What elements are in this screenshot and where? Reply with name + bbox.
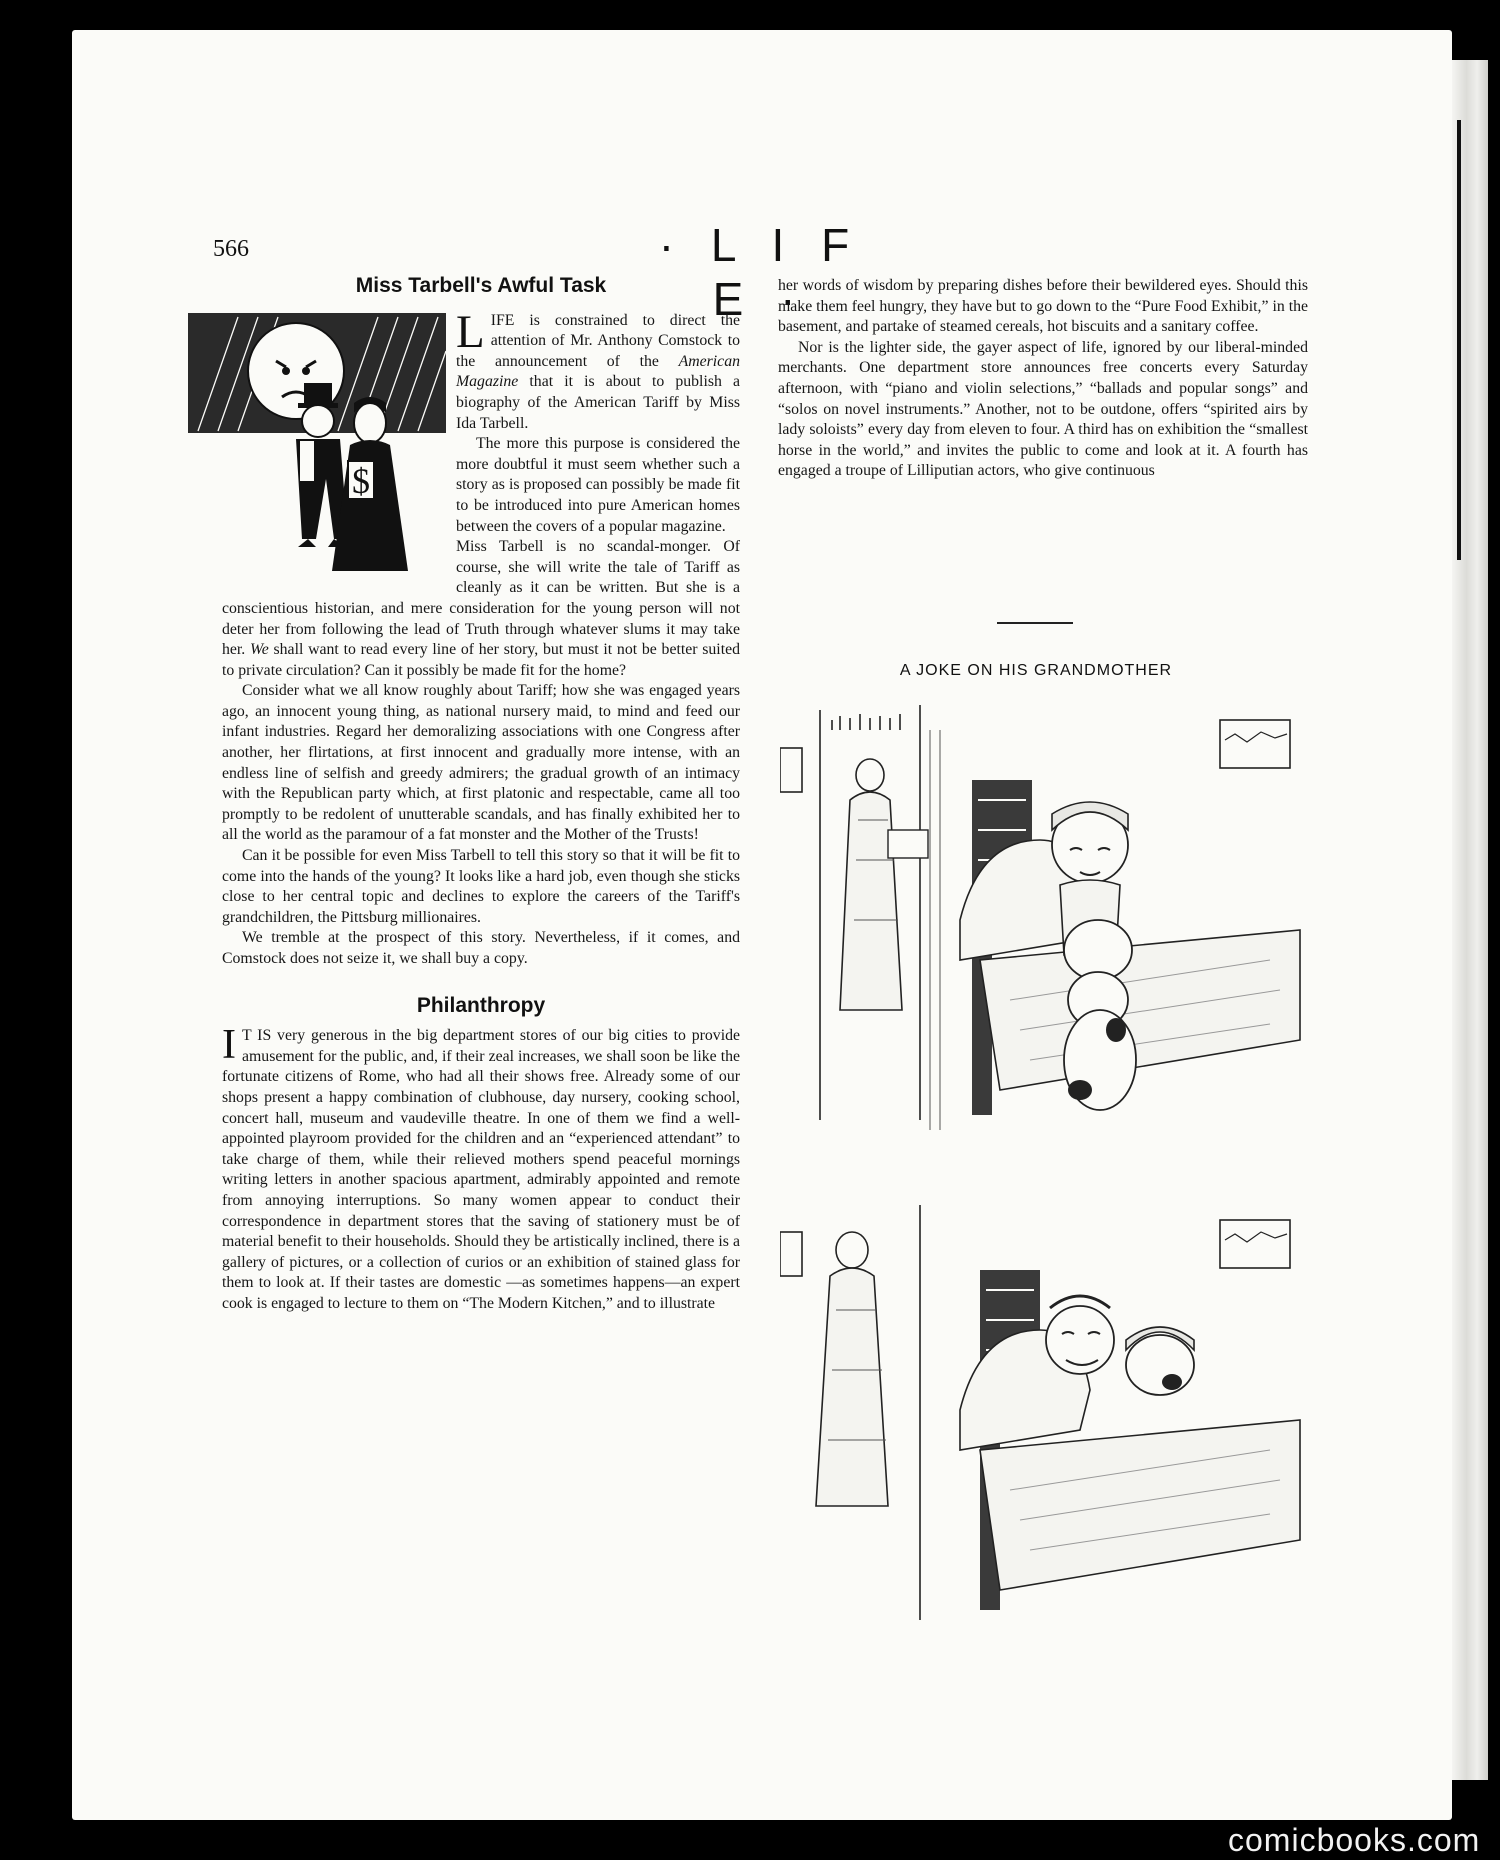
article-title-tarbell: Miss Tarbell's Awful Task: [355, 274, 607, 297]
tarbell-paragraph-6: We tremble at the prospect of this story. Nevertheless, if it comes, and Comstock does not seize it, we shall buy a copy.: [222, 929, 740, 967]
right-column: [778, 276, 1308, 482]
section-rule: [997, 622, 1073, 624]
adjacent-page-edge: [1452, 60, 1488, 1780]
tarbell-paragraph-2: The more this purpose is considered the more doubtful it must seem whether such a story as is proposed can possibly be made fit to be introduced into pure American homes between the covers of a popular magazine.: [456, 435, 740, 535]
philanthropy-paragraph-2: Nor is the lighter side, the gayer aspect of life, ignored by our liberal-minded merchants. One department store announces free concerts every Saturday afternoon, with “piano and violin selections,” “ballads and popular songs” and “solos on novel instruments.” Another, not to be outdone, offers “spirited airs by lady soloists” every day from eleven to four. A third has on exhibition the “smallest horse in the world,” and invites the public to come and look at it. A fourth has engaged a troupe of Lilliputian actors, who give continuous: [778, 338, 1308, 480]
dropcap-i: I: [222, 1022, 236, 1069]
masthead: · L I F E ·: [658, 219, 862, 325]
tarbell-paragraph-4: Consider what we all know roughly about Tariff; how she was engaged years ago, an innocent young thing, as national nursery maid, to mind and feed our infant industries. Regard her demoralizing associations with one Congress after another, her flirtations, at first innocent and gradually more intense, with an endless line of selfish and greedy admirers; the gradual growth of an intimacy with the Republican party which, at first platonic and respectable, came all too promptly to be redolent of unutterable scandals, and has finally exhibited her to all the world as the paramour of a fat monster and the Mother of the Trusts!: [222, 682, 740, 844]
watermark: comicbooks.com: [1228, 1822, 1481, 1858]
philanthropy-paragraph-1-continued: her words of wisdom by preparing dishes before their bewildered eyes. Should this make them feel hungry, they have but to go down to the “Pure Food Exhibit,” in the basement, and partake of steamed cereals, hot biscuits and a sanitary coffee.: [778, 277, 1308, 336]
cartoon-title: A JOKE ON HIS GRANDMOTHER: [899, 662, 1173, 679]
page-number: 566: [213, 236, 249, 262]
philanthropy-paragraph-1-text: T IS very generous in the big department stores of our big cities to provide amusement for the public, and, if their zeal increases, we shall soon be like the fortunate citizens of Rome, who had all their shows free. Already some of our shops present a happy combination of clubhouse, day nursery, cooking school, concert hall, museum and vaudeville theatre. In one of them we find a well-appointed playroom provided for the children and an “experienced attendant” to take charge of them, while their relieved mothers spend peaceful mornings writing letters in another spacious apartment, admirably appointed and remote from annoying interruptions. So many women appear to conduct their correspondence in department stores that the saving of stationery must be of material benefit to their households. Should they be artistically inclined, there is a gallery of pictures, or a collection of curios or an exhibition of stained glass for them to look at. If their tastes are domestic —as sometimes happens—an expert cook is engaged to lecture to them on “The Modern Kitchen,” and to illustrate: [222, 1027, 740, 1312]
philanthropy-paragraph-1: [222, 1022, 740, 1314]
tarbell-paragraph-3: Miss Tarbell is no scandal-monger. Of course, she will write the tale of Tariff as cleanly as it can be written. But she is a conscientious historian, and mere consideration for the young person will not deter her from following the lead of Truth through whatever slums it may take her. We shall want to read every line of her story, but must it not be better suited to private circulation? Can it possibly be made fit for the home?: [222, 538, 740, 679]
cartoon-panel-2: [780, 1200, 1310, 1630]
tarbell-paragraph-1-text: IFE is constrained to direct the attention of Mr. Anthony Comstock to the announcement of the American Magazine that it is about to publish a biography of the American Tariff by Miss Ida Tarbell.: [456, 311, 740, 432]
left-column: [222, 276, 740, 1315]
tarbell-cartoon-illustration: [188, 311, 450, 579]
cartoon-panel-1: [780, 700, 1310, 1140]
dropcap-l: L: [456, 305, 485, 358]
article-title-philanthropy: Philanthropy: [416, 993, 546, 1017]
binding-stripe: [1457, 120, 1461, 560]
tarbell-paragraph-5: Can it be possible for even Miss Tarbell to tell this story so that it will be fit to come into the hands of the young? It looks like a hard job, even though she sticks close to her central topic and declines to explore the careers of the Tariff's grandchildren, the Pittsburg millionaires.: [222, 847, 740, 926]
svg-text:$: $: [352, 460, 370, 501]
